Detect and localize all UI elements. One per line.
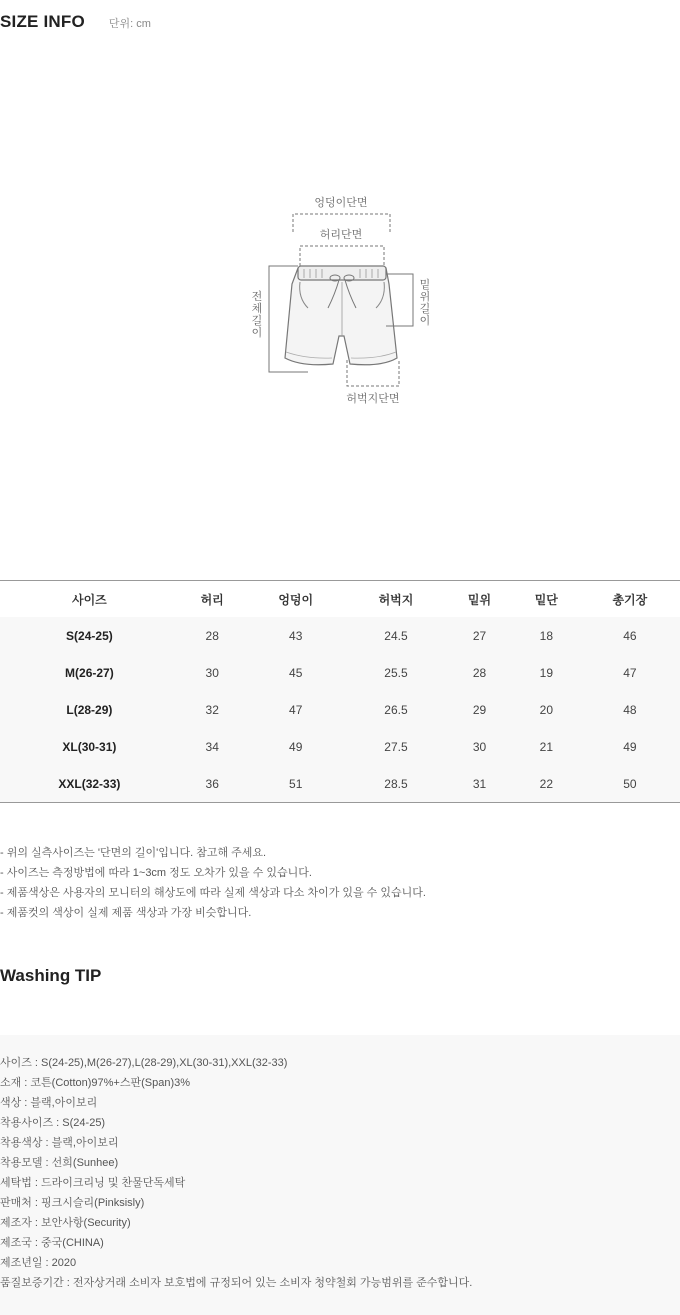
rise-char-2: 위 [419, 290, 431, 303]
waist-measure-line [300, 246, 384, 266]
spec-manufacturer: 제조자 : 보안사항(Security) [0, 1217, 131, 1229]
table-row [0, 617, 680, 654]
cell-thigh: 25.5 [384, 665, 408, 680]
cell-rise: 30 [472, 739, 487, 754]
cell-size: M(26-27) [65, 665, 114, 680]
spec-date: 제조년일 : 2020 [0, 1257, 77, 1269]
note-item: - 위의 실측사이즈는 '단면의 길이'입니다. 참고해 주세요. [0, 847, 267, 859]
size-table-header-row [0, 581, 680, 618]
size-notes [0, 843, 680, 923]
total-length-char-4: 이 [251, 326, 263, 339]
cell-waist: 36 [179, 765, 246, 803]
size-info-header [0, 12, 151, 36]
header-hip: 엉덩이 [246, 581, 346, 618]
cell-waist: 28 [205, 628, 219, 643]
spec-warranty: 품질보증기간 : 전자상거래 소비자 보호법에 규정되어 있는 소비자 청약철회 가능범위를 준수합니다. [0, 1277, 473, 1289]
cell-total-length: 49 [623, 739, 637, 754]
rise-char-1: 밑 [419, 278, 431, 291]
cell-hip: 49 [289, 739, 303, 754]
cell-hem: 22 [513, 765, 580, 803]
header-hem: 밑단 [513, 581, 580, 618]
cell-rise: 27 [472, 628, 487, 643]
spec-worn-color: 착용색상 : 블랙,아이보리 [0, 1137, 119, 1149]
cell-waist: 32 [205, 702, 219, 717]
header-rise: 밑위 [446, 581, 513, 618]
rise-char-3: 길 [419, 302, 431, 315]
table-row [0, 691, 680, 728]
spec-worn-size: 착용사이즈 : S(24-25) [0, 1117, 106, 1129]
table-row [0, 728, 680, 765]
total-length-char-1: 전 [251, 290, 263, 303]
size-unit-label: 단위: cm [108, 18, 151, 30]
cell-total-length: 46 [623, 628, 637, 643]
size-info-title: SIZE INFO [0, 12, 85, 31]
cell-size: S(24-25) [66, 628, 113, 643]
cell-total-length: 48 [623, 702, 637, 717]
cell-hem: 19 [539, 665, 553, 680]
cell-waist: 34 [205, 739, 219, 754]
header-waist: 허리 [179, 581, 246, 618]
table-row [0, 765, 680, 803]
spec-colors: 색상 : 블랙,아이보리 [0, 1097, 98, 1109]
size-table [0, 580, 680, 803]
cell-hem: 21 [539, 739, 553, 754]
cell-rise: 28 [472, 665, 487, 680]
header-size: 사이즈 [0, 581, 179, 618]
cell-thigh: 28.5 [346, 765, 446, 803]
spec-sizes: 사이즈 : S(24-25),M(26-27),L(28-29),XL(30-31),XXL(32-33) [0, 1057, 288, 1069]
cell-size: L(28-29) [66, 702, 113, 717]
shorts-outline [285, 268, 397, 365]
shorts-measurement-diagram [240, 190, 440, 410]
cell-hip: 51 [246, 765, 346, 803]
cell-size: XL(30-31) [62, 739, 117, 754]
cell-hem: 20 [539, 702, 553, 717]
cell-hip: 43 [289, 628, 303, 643]
product-spec-panel [0, 1035, 680, 1315]
thigh-label: 허벅지단면 [346, 392, 400, 405]
cell-hem: 18 [539, 628, 553, 643]
washing-tip-title: Washing TIP [0, 966, 102, 985]
cell-thigh: 26.5 [384, 702, 408, 717]
total-length-label [252, 289, 263, 339]
rise-label [420, 277, 431, 327]
waist-label: 허리단면 [319, 228, 363, 241]
hip-label: 엉덩이단면 [314, 196, 368, 209]
header-thigh: 허벅지 [346, 581, 446, 618]
cell-waist: 30 [205, 665, 219, 680]
note-item: - 제품색상은 사용자의 모니터의 해상도에 따라 실제 색상과 다소 차이가 있을 수 있습니다. [0, 887, 426, 899]
cell-hip: 45 [289, 665, 303, 680]
cell-thigh: 24.5 [384, 628, 408, 643]
cell-size: XXL(32-33) [0, 765, 179, 803]
cell-total-length: 50 [580, 765, 680, 803]
cell-total-length: 47 [623, 665, 637, 680]
total-length-char-3: 길 [251, 314, 263, 327]
spec-washing: 세탁법 : 드라이크리닝 및 찬물단독세탁 [0, 1177, 186, 1189]
rise-char-4: 이 [419, 314, 431, 327]
header-total-length: 총기장 [580, 581, 680, 618]
total-length-char-2: 체 [251, 302, 263, 315]
table-row [0, 654, 680, 691]
cell-rise: 31 [446, 765, 513, 803]
cell-hip: 47 [289, 702, 303, 717]
note-item: - 제품컷의 색상이 실제 제품 색상과 가장 비슷합니다. [0, 907, 252, 919]
waistband [298, 266, 386, 280]
note-item: - 사이즈는 측정방법에 따라 1~3cm 정도 오차가 있을 수 있습니다. [0, 867, 312, 879]
cell-thigh: 27.5 [384, 739, 408, 754]
spec-seller: 판매처 : 핑크시슬리(Pinksisly) [0, 1197, 145, 1209]
spec-country: 제조국 : 중국(CHINA) [0, 1237, 104, 1249]
spec-material: 소재 : 코튼(Cotton)97%+스판(Span)3% [0, 1077, 191, 1089]
spec-model: 착용모델 : 선희(Sunhee) [0, 1157, 119, 1169]
cell-rise: 29 [472, 702, 487, 717]
